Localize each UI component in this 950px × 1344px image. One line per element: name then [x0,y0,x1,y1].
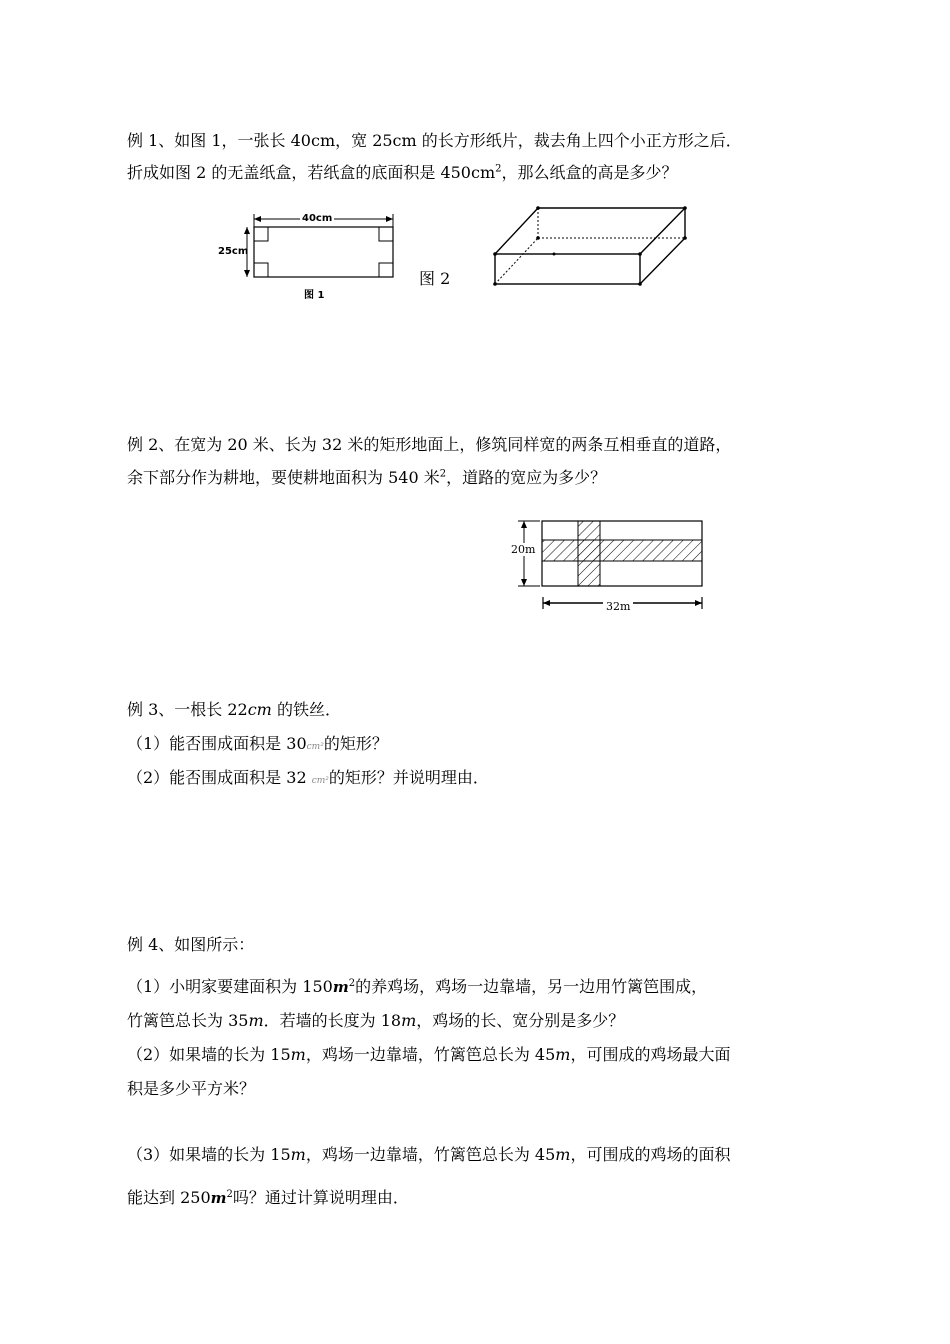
ex4-q1-l1-a: （1）小明家要建面积为 150 [127,977,333,996]
ex4-q1-line-2 [127,1011,624,1031]
ex4-q2-l1-a: （2）如果墙的长为 15 [127,1045,291,1064]
ex4-q2-line-1 [127,1045,730,1065]
ex2-line-2-a: 余下部分作为耕地，要使耕地面积为 540 米 [127,468,440,487]
ex4-q3-line-1 [127,1145,730,1165]
figure-1-length-label: 40cm [302,213,333,224]
ex4-q3-l1-b: ，鸡场一边靠墙，竹篱笆总长为 45 [305,1145,556,1164]
ex4-q1-l2-b: ．若墙的长度为 18 [263,1011,402,1030]
ex4-q3-l2-b: 吗？通过计算说明理由． [232,1188,409,1207]
ex3-q1-a: （1）能否围成面积是 30 [127,734,307,753]
ex4-q1-l2-c: ，鸡场的长、宽分别是多少？ [416,1011,625,1030]
ex4-q3-l2-a: 能达到 250 [127,1188,211,1207]
ex4-q3-line-2 [127,1185,409,1208]
ex4-q1-l2-a: 竹篱笆总长为 35 [127,1011,249,1030]
ex4-q1-l1-unit-m: m [332,978,349,996]
ex1-line-2-b: ，那么纸盒的高是多少？ [501,163,678,182]
ex3-q1-unit: cm² [306,742,324,752]
ex4-q1-l1-unit [333,978,355,996]
ex2-line-2-b: ，道路的宽应为多少？ [446,468,607,487]
ex4-q2-l1-c: ，可围成的鸡场最大面 [570,1045,731,1064]
ex3-line-1-a: 例 3、一根长 22 [127,700,248,719]
ex3-q1 [127,734,388,757]
figure-roads-length-label: 32m [603,600,633,613]
figure-1 [212,205,412,305]
ex4-q3-l2-unit-m: m [210,1189,227,1207]
ex3-q2 [127,768,489,791]
figure-roads-width-label: 20m [511,543,536,556]
ex2-line-1: 例 2、在宽为 20 米、长为 32 米的矩形地面上，修筑同样宽的两条互相垂直的道路， [127,435,732,454]
ex3-line-1-b: 的铁丝． [271,700,341,719]
figure-2 [488,200,693,292]
ex2-line-2-sup: 2 [439,468,447,480]
ex1-line-1: 例 1、如图 1，一张长 40cm，宽 25cm 的长方形纸片，裁去角上四个小正方形之后． [127,131,742,150]
ex3-q2-unit: cm² [311,776,329,786]
ex4-q1-line-1 [127,974,707,997]
ex4-q3-l1-u1: m [290,1145,306,1164]
figure-2-drawing [488,200,693,292]
ex4-q3-l2-unit [211,1189,233,1207]
ex2-line-2 [127,468,606,488]
ex3-unit: cm [247,700,272,719]
ex1-line-2-sup: 2 [495,163,502,175]
ex1-line-2 [127,163,678,183]
ex1-line-2-a: 折成如图 2 的无盖纸盒，若纸盒的底面积是 450cm [127,163,496,182]
ex3-q2-b: 的矩形？并说明理由． [328,768,489,787]
ex4-q1-l2-u1: m [248,1011,264,1030]
ex3-q2-a: （2）能否围成面积是 32 [127,768,312,787]
figure-1-caption: 图 1 [304,290,325,301]
figure-2-caption: 图 2 [419,269,451,288]
ex4-q3-l1-c: ，可围成的鸡场的面积 [570,1145,731,1164]
ex3-line-1 [127,700,341,720]
ex4-q2-l1-b: ，鸡场一边靠墙，竹篱笆总长为 45 [305,1045,556,1064]
ex4-q2-line-2: 积是多少平方米？ [127,1079,256,1098]
ex3-q1-b: 的矩形？ [323,734,388,753]
ex4-q2-l1-u1: m [290,1045,306,1064]
ex4-q1-l1-unit-sup: 2 [348,978,356,989]
ex4-q3-l1-a: （3）如果墙的长为 15 [127,1145,291,1164]
figure-roads [510,515,710,620]
ex4-q3-l2-unit-sup: 2 [226,1189,233,1200]
ex4-q3-l1-u2: m [555,1145,571,1164]
figure-1-width-label: 25cm [218,246,249,257]
ex4-q1-l1-b: 的养鸡场，鸡场一边靠墙，另一边用竹篱笆围成， [355,977,708,996]
ex4-q2-l1-u2: m [555,1045,571,1064]
ex4-title: 例 4、如图所示： [127,935,255,954]
ex4-q1-l2-u2: m [401,1011,417,1030]
